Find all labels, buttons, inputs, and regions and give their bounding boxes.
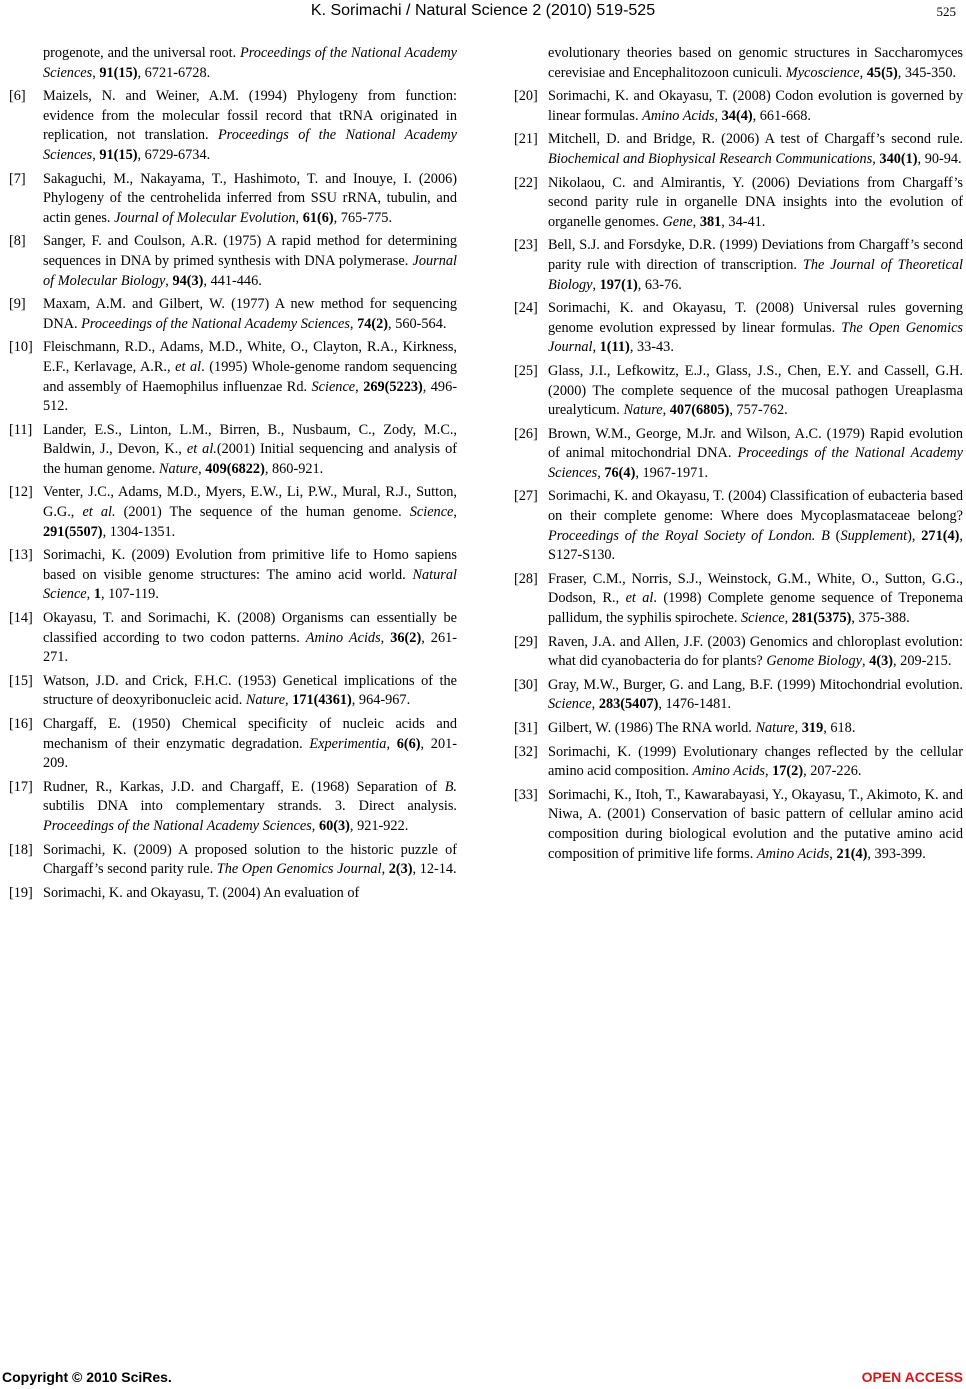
text-segment: , xyxy=(92,64,100,81)
text-segment: Gray, M.W., Burger, G. and Lang, B.F. (1999) Mitochondrial evolution. xyxy=(548,676,963,693)
reference-number: [22] xyxy=(514,174,538,191)
text-segment: , xyxy=(86,586,94,603)
bold-segment: 381 xyxy=(699,213,722,230)
text-segment: , 33-43. xyxy=(629,339,674,356)
bold-segment: 34(4) xyxy=(721,107,753,124)
italic-segment: Mycoscience xyxy=(785,64,860,81)
text-segment: , 12-14. xyxy=(412,861,457,878)
text-segment: , xyxy=(784,610,792,627)
text-segment: , 441-446. xyxy=(203,272,262,289)
bold-segment: 283(5407) xyxy=(598,696,659,713)
text-segment: (2001) Initial sequencing and analysis of the human genome. xyxy=(43,441,458,477)
reference-item xyxy=(514,487,963,565)
reference-text xyxy=(548,425,963,484)
reference-item xyxy=(514,570,963,629)
text-segment: , 209-215. xyxy=(893,653,952,670)
text-segment: Sanger, F. and Coulson, A.R. (1975) A rapid method for determining sequences in DNA by primed synthesis with DNA polymerase. xyxy=(43,233,457,269)
reference-number: [21] xyxy=(514,131,538,148)
text-segment: , 345-350. xyxy=(897,64,957,81)
reference-number: [20] xyxy=(514,88,538,105)
text-segment: Sorimachi, K. and Okayasu, T. (2008) Codon evolution is governed by linear formulas. xyxy=(548,88,963,124)
bold-segment: 407(6805) xyxy=(669,402,730,419)
text-segment: , xyxy=(165,272,173,289)
italic-segment: Science xyxy=(311,378,356,395)
reference-number: [9] xyxy=(9,296,26,313)
text-segment: Okayasu, T. and Sorimachi, K. (2008) Organisms can essentially be classified according to two codon patterns. xyxy=(43,610,457,646)
text-segment: , xyxy=(311,817,319,834)
italic-segment: Science xyxy=(409,504,454,521)
italic-segment: Amino Acids xyxy=(642,107,715,124)
reference-number: [25] xyxy=(514,362,538,379)
text-segment: , xyxy=(794,720,802,736)
text-segment: , 107-119. xyxy=(100,586,159,603)
text-segment: , xyxy=(714,107,722,124)
reference-number: [24] xyxy=(514,300,538,317)
italic-segment: et al. xyxy=(186,441,217,458)
text-segment: Nikolaou, C. and Almirantis, Y. (2006) Deviations from Chargaff’s second parity rule in organelle DNA insights into the evolution of organelle genomes. xyxy=(548,174,963,230)
reference-number: [28] xyxy=(514,570,538,587)
text-segment: Sorimachi, K. (2009) Evolution from primitive life to Homo sapiens based on visible genome structures: The amino acid world. xyxy=(43,547,457,583)
reference-text xyxy=(43,421,457,480)
reference-item xyxy=(9,338,457,416)
reference-text xyxy=(548,130,963,169)
italic-segment: Natural Science xyxy=(43,566,457,603)
page-number: 525 xyxy=(936,4,956,19)
text-segment: Venter, J.C., Adams, M.D., Myers, E.W., Li, P.W., Mural, R.J., Sutton, G.G., xyxy=(43,484,457,521)
bold-segment: 6(6) xyxy=(396,735,421,752)
italic-segment: Journal of Molecular Evolution xyxy=(114,209,296,226)
text-segment: Rudner, R., Karkas, J.D. and Chargaff, E. (1968) Separation of xyxy=(43,778,445,795)
text-segment: , 661-668. xyxy=(752,107,811,124)
text-segment: , 964-967. xyxy=(351,692,411,709)
reference-text xyxy=(548,487,963,565)
bold-segment: 2(3) xyxy=(388,861,413,878)
text-segment: , xyxy=(453,504,457,521)
italic-segment: Biochemical and Biophysical Research Communications xyxy=(548,150,873,167)
text-segment: , xyxy=(764,763,773,780)
reference-number: [19] xyxy=(9,884,33,901)
bold-segment: 171(4361) xyxy=(292,692,352,709)
text-segment: , 90-94. xyxy=(917,150,962,167)
reference-item xyxy=(514,362,963,421)
reference-number: [15] xyxy=(9,672,33,689)
italic-segment: Proceedings of the National Academy Sciences xyxy=(43,127,458,163)
reference-text xyxy=(43,884,457,904)
text-segment: Sorimachi, K. (2009) A proposed solution to the historic puzzle of Chargaff’s second parity rule. xyxy=(43,841,457,878)
bold-segment: 1 xyxy=(93,586,101,603)
reference-number: [14] xyxy=(9,610,33,627)
text-segment: , 393-399. xyxy=(867,845,926,862)
text-segment: , 63-76. xyxy=(637,276,682,293)
reference-number: [10] xyxy=(9,339,33,356)
text-segment: Lander, E.S., Linton, L.M., Birren, B., Nusbaum, C., Zody, M.C., Baldwin, J., Devon, K., xyxy=(43,421,457,458)
text-segment: Maxam, A.M. and Gilbert, W. (1977) A new method for sequencing DNA. xyxy=(43,296,457,332)
text-segment: , 1304-1351. xyxy=(102,523,176,540)
reference-number: [18] xyxy=(9,841,33,858)
reference-item xyxy=(9,841,457,880)
text-segment: Fleischmann, R.D., Adams, M.D., White, O., Clayton, R.A., Kirkness, E.F., Kerlavage, A.R., xyxy=(43,339,457,375)
bold-segment: 36(2) xyxy=(390,629,422,646)
reference-item xyxy=(514,786,963,864)
reference-item xyxy=(9,778,457,837)
reference-item xyxy=(9,87,457,165)
reference-item xyxy=(9,483,457,542)
reference-item xyxy=(9,609,457,668)
italic-segment: Nature xyxy=(245,692,286,709)
text-segment: , xyxy=(592,339,600,356)
reference-number: [23] xyxy=(514,237,538,254)
text-segment: Sorimachi, K. and Okayasu, T. (2004) An evaluation of xyxy=(43,884,360,901)
reference-text xyxy=(548,236,963,295)
reference-list-right xyxy=(514,87,963,864)
text-segment: Gilbert, W. (1986) The RNA world. xyxy=(548,720,756,736)
text-segment: , 6721-6728. xyxy=(137,64,211,81)
text-segment: , 757-762. xyxy=(729,402,788,419)
reference-number: [7] xyxy=(9,170,26,187)
running-header: K. Sorimachi / Natural Science 2 (2010) 519-525 xyxy=(310,2,656,19)
text-segment: , xyxy=(597,464,605,481)
reference-item xyxy=(9,672,457,711)
bold-segment: 91(15) xyxy=(99,64,138,81)
text-segment: , 860-921. xyxy=(264,460,324,477)
reference-number: [16] xyxy=(9,716,33,732)
text-segment: , xyxy=(285,692,293,709)
bold-segment: 269(5223) xyxy=(363,378,423,395)
reference-text xyxy=(548,743,963,782)
reference-number: [13] xyxy=(9,547,33,564)
reference-item xyxy=(9,421,457,480)
reference-text xyxy=(43,170,457,229)
text-segment: subtilis DNA into complementary strands. 3. Direct analysis. xyxy=(43,798,457,815)
bold-segment: 340(1) xyxy=(879,150,918,167)
text-segment: , 765-775. xyxy=(333,209,393,226)
text-segment: Mitchell, D. and Bridge, R. (2006) A test of Chargaff’s second rule. xyxy=(548,131,963,148)
text-segment: (2001) The sequence of the human genome. xyxy=(115,504,410,521)
italic-segment: et al xyxy=(175,358,202,375)
text-segment: , xyxy=(829,845,837,862)
italic-segment: The Open Genomics Journal xyxy=(548,319,963,356)
reference-item xyxy=(514,633,963,672)
text-segment: Fraser, C.M., Norris, S.J., Weinstock, G.M., White, O., Sutton, G.G., Dodson, R., xyxy=(548,570,963,607)
reference-item xyxy=(514,87,963,126)
reference-item xyxy=(9,232,457,291)
text-segment: evolutionary theories based on genomic structures in Saccharomyces cerevisiae and Encephalitozoon cuniculi. xyxy=(548,45,963,81)
italic-segment: Journal of Molecular Biology xyxy=(43,252,457,289)
bold-segment: 76(4) xyxy=(604,464,636,481)
text-segment: , xyxy=(355,378,364,395)
bold-segment: 60(3) xyxy=(318,817,350,834)
italic-segment: The Open Genomics Journal xyxy=(216,861,382,878)
bold-segment: 94(3) xyxy=(172,272,204,289)
italic-segment: Supplement xyxy=(840,527,908,544)
text-segment: ), xyxy=(907,527,922,544)
text-segment: , xyxy=(198,460,206,477)
reference-number: [29] xyxy=(514,633,538,650)
text-segment: , 6729-6734. xyxy=(137,146,211,163)
text-segment: , 496-512. xyxy=(43,378,457,415)
italic-segment: Science xyxy=(548,696,592,713)
italic-segment: Proceedings of the National Academy Sciences xyxy=(43,45,458,81)
reference-text xyxy=(43,483,457,542)
italic-segment: Proceedings of the National Academy Sciences xyxy=(43,817,312,834)
reference-text xyxy=(43,232,457,291)
text-segment: Sorimachi, K. (1999) Evolutionary changes reflected by the cellular amino acid composition. xyxy=(548,743,963,780)
text-segment: , 921-922. xyxy=(349,817,409,834)
reference-continuation xyxy=(514,44,963,83)
reference-text xyxy=(548,299,963,358)
open-access-label: OPEN ACCESS xyxy=(861,1369,963,1385)
italic-segment: et al. xyxy=(82,504,116,521)
reference-item xyxy=(9,546,457,605)
reference-item xyxy=(514,236,963,295)
reference-text xyxy=(43,841,457,880)
text-segment: , 34-41. xyxy=(721,213,766,230)
italic-segment: Amino Acids xyxy=(305,629,381,646)
reference-text xyxy=(43,338,457,416)
italic-segment: Proceedings of the National Academy Sciences xyxy=(81,315,350,332)
bold-segment: 4(3) xyxy=(869,653,894,670)
text-segment: , xyxy=(692,213,700,230)
bold-segment: 1(11) xyxy=(599,339,630,356)
reference-number: [11] xyxy=(9,421,33,438)
reference-text xyxy=(43,778,457,837)
text-segment: , xyxy=(662,402,670,419)
reference-text xyxy=(43,546,457,605)
text-segment: , 1967-1971. xyxy=(635,464,709,481)
italic-segment: Amino Acids xyxy=(756,845,830,862)
bold-segment: 197(1) xyxy=(599,276,638,293)
italic-segment: Proceedings of the Royal Society of London. B xyxy=(548,527,830,544)
text-segment: ( xyxy=(829,527,841,544)
text-segment: , xyxy=(380,629,391,646)
bold-segment: 409(6822) xyxy=(205,460,265,477)
references-left-column xyxy=(9,44,457,907)
reference-text xyxy=(548,676,963,715)
reference-number: [30] xyxy=(514,676,538,693)
text-segment: , 560-564. xyxy=(388,315,447,332)
text-segment: Watson, J.D. and Crick, F.H.C. (1953) Genetical implications of the structure of deoxyribonucleic acid. xyxy=(43,672,457,709)
bold-segment: 45(5) xyxy=(866,64,898,81)
text-segment: Sakaguchi, M., Nakayama, T., Hashimoto, T. and Inouye, I. (2006) Phylogeny of the centrohelida inferred from SSU rRNA, tubulin, and actin genes. xyxy=(43,170,457,226)
text-segment: , xyxy=(862,653,870,670)
reference-text xyxy=(43,715,457,774)
italic-segment: Nature xyxy=(755,720,795,736)
reference-item xyxy=(514,425,963,484)
reference-item xyxy=(9,170,457,229)
reference-text xyxy=(548,786,963,864)
text-segment: , 201-209. xyxy=(43,735,458,772)
italic-segment: The Journal of Theoretical Biology xyxy=(548,256,963,293)
reference-item xyxy=(9,884,457,904)
reference-text xyxy=(548,87,963,126)
text-segment: . (1998) Complete genome sequence of Treponema pallidum, the syphilis spirochete. xyxy=(548,590,964,627)
reference-number: [32] xyxy=(514,743,538,760)
text-segment: , 618. xyxy=(823,720,856,736)
italic-segment: et al xyxy=(625,590,654,607)
italic-segment: B. xyxy=(444,778,457,795)
text-segment: , xyxy=(381,861,389,878)
text-segment: Glass, J.I., Lefkowitz, E.J., Glass, J.S., Chen, E.Y. and Cassell, G.H. (2000) The complete sequence of the mucosal pathogen Ureaplasma urealyticum. xyxy=(548,362,963,419)
reference-number: [31] xyxy=(514,720,538,736)
reference-item xyxy=(9,715,457,774)
italic-segment: Experimentia xyxy=(309,735,387,752)
bold-segment: 91(15) xyxy=(99,146,138,163)
bold-segment: 271(4) xyxy=(921,527,960,544)
text-segment: , 375-388. xyxy=(851,610,910,627)
bold-segment: 74(2) xyxy=(357,315,389,332)
reference-text xyxy=(43,87,457,165)
text-segment: , xyxy=(349,315,358,332)
bold-segment: 17(2) xyxy=(772,763,804,780)
reference-text xyxy=(548,633,963,672)
text-segment: , 207-226. xyxy=(803,763,862,780)
reference-number: [26] xyxy=(514,425,538,442)
text-segment: Sorimachi, K. and Okayasu, T. (2004) Classification of eubacteria based on their complete genome: Where does Mycoplasmataceae belong? xyxy=(548,488,963,525)
text-segment: , xyxy=(591,696,599,713)
bold-segment: 61(6) xyxy=(302,209,334,226)
reference-item xyxy=(514,299,963,358)
text-segment: , xyxy=(386,735,397,752)
reference-item xyxy=(514,743,963,782)
text-segment: , xyxy=(92,146,100,163)
text-segment: , xyxy=(592,276,600,293)
text-segment: , S127-S130. xyxy=(548,527,963,564)
text-segment: , xyxy=(872,150,880,167)
references-right-column xyxy=(514,44,963,868)
reference-item xyxy=(514,676,963,715)
text-segment: Sorimachi, K. and Okayasu, T. (2008) Universal rules governing genome evolution expressed by linear formulas. xyxy=(548,300,963,336)
text-segment: , 1476-1481. xyxy=(658,696,732,713)
reference-text xyxy=(43,672,457,711)
reference-number: [8] xyxy=(9,233,26,250)
text-segment: , xyxy=(295,209,303,226)
text-segment: , 261-271. xyxy=(43,629,458,666)
reference-item xyxy=(514,130,963,169)
text-segment: Chargaff, E. (1950) Chemical specificity of nucleic acids and mechanism of their enzymatic degradation. xyxy=(43,716,457,752)
bold-segment: 291(5507) xyxy=(43,523,103,540)
italic-segment: Science xyxy=(740,610,785,627)
reference-number: [33] xyxy=(514,786,538,803)
italic-segment: Nature xyxy=(158,460,199,477)
reference-list-left xyxy=(9,87,457,903)
reference-number: [6] xyxy=(9,88,26,105)
bold-segment: 21(4) xyxy=(836,845,868,862)
reference-item xyxy=(9,295,457,334)
text-segment: Raven, J.A. and Allen, J.F. (2003) Genomics and chloroplast evolution: what did cyanobacteria do for plants? xyxy=(548,633,963,670)
text-segment: . (1995) Whole-genome random sequencing and assembly of Haemophilus influenzae Rd. xyxy=(43,358,458,395)
text-segment: Maizels, N. and Weiner, A.M. (1994) Phylogeny from function: evidence from the molecular fossil record that tRNA originated in replication, not translation. xyxy=(43,88,457,144)
text-segment: progenote, and the universal root. xyxy=(43,45,240,61)
text-segment: Sorimachi, K., Itoh, T., Kawarabayasi, Y., Okayasu, T., Akimoto, K. and Niwa, A. (2001) Conservation of basic pattern of cellular amino acid composition during biological evolution and the putative amino acid composition of primitive life forms. xyxy=(548,786,963,862)
italic-segment: Nature xyxy=(623,402,663,419)
text-segment: Brown, W.M., George, M.Jr. and Wilson, A.C. (1979) Rapid evolution of animal mitochondrial DNA. xyxy=(548,425,963,462)
reference-number: [17] xyxy=(9,778,33,795)
italic-segment: Genome Biology xyxy=(766,653,863,670)
text-segment: , xyxy=(859,64,867,81)
reference-text xyxy=(548,174,963,233)
reference-text xyxy=(43,609,457,668)
reference-number: [27] xyxy=(514,488,538,505)
italic-segment: Gene xyxy=(662,213,693,230)
bold-segment: 281(5375) xyxy=(791,610,852,627)
italic-segment: Amino Acids xyxy=(692,763,765,780)
reference-item xyxy=(514,174,963,233)
footer-copyright: Copyright © 2010 SciRes. xyxy=(2,1369,172,1385)
reference-continuation xyxy=(9,44,457,83)
reference-text xyxy=(43,295,457,334)
italic-segment: Proceedings of the National Academy Sciences xyxy=(548,445,963,481)
reference-item xyxy=(514,719,963,739)
reference-text xyxy=(548,570,963,629)
reference-number: [12] xyxy=(9,484,33,501)
text-segment: Bell, S.J. and Forsdyke, D.R. (1999) Deviations from Chargaff’s second parity rule with direction of transcription. xyxy=(548,237,963,273)
reference-text xyxy=(548,719,963,739)
bold-segment: 319 xyxy=(801,720,824,736)
reference-text xyxy=(548,362,963,421)
